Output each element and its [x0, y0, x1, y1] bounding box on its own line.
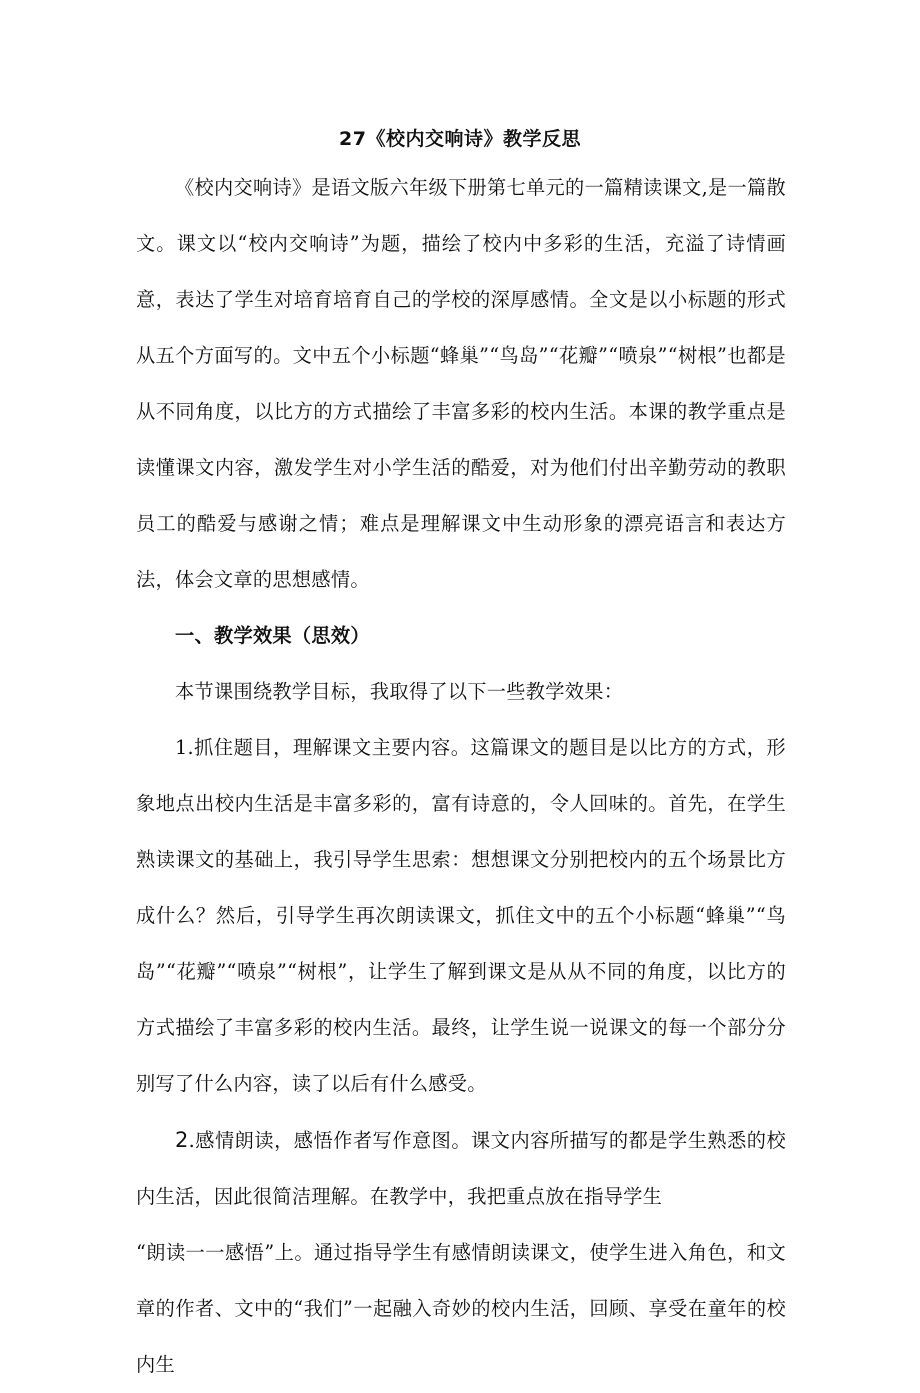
section-heading-teaching-effect: 一、教学效果（思效） [175, 624, 370, 647]
point-1-paragraph: 1.抓住题目，理解课文主要内容。这篇课文的题目是以比方的方式，形象地点出校内生活是丰富多彩的，富有诗意的，令人回味的。首先，在学生熟读课文的基础上，我引导学生思索：想想课文分别把校内的五个场景比方成什么？然后，引导学生再次朗读课文，抓住文中的五个小标题“蜂巢”“鸟岛”“花瓣”“喷泉”“树根”，让学生了解到课文是从从不同的角度，以比方的方式描绘了丰富多彩的校内生活。最终，让学生说一说课文的每一个部分分别写了什么内容，读了以后有什么感受。 [136, 736, 786, 1095]
point-2-paragraph [136, 1112, 786, 1225]
document-title: 27《校内交响诗》教学反思 [339, 128, 581, 150]
intro-paragraph: 《校内交响诗》是语文版六年级下册第七单元的一篇精读课文,是一篇散文。课文以“校内交响诗”为题，描绘了校内中多彩的生活，充溢了诗情画意，表达了学生对培育培育自己的学校的深厚感情。全文是以小标题的形式从五个方面写的。文中五个小标题“蜂巢”“鸟岛”“花瓣”“喷泉”“树根”也都是从不同角度，以比方的方式描绘了丰富多彩的校内生活。本课的教学重点是读懂课文内容，激发学生对小学生活的酷爱，对为他们付出辛勤劳动的教职员工的酷爱与感谢之情；难点是理解课文中生动形象的漂亮语言和表达方法，体会文章的思想感情。 [136, 176, 786, 591]
point-2-number: 2 [175, 1128, 189, 1152]
point-2-continuation: “朗读一一感悟”上。通过指导学生有感情朗读课文，使学生进入角色，和文章的作者、文中的“我们”一起融入奇妙的校内生活，回顾、享受在童年的校内生 [136, 1241, 786, 1376]
point-2-first-line: .感情朗读，感悟作者写作意图。课文内容所描写的都是学生熟悉的校内生活，因此很简洁理解。在教学中，我把重点放在指导学生 [136, 1129, 786, 1208]
document-body [136, 160, 786, 1393]
section-lead-paragraph: 本节课围绕教学目标，我取得了以下一些教学效果： [175, 680, 624, 703]
